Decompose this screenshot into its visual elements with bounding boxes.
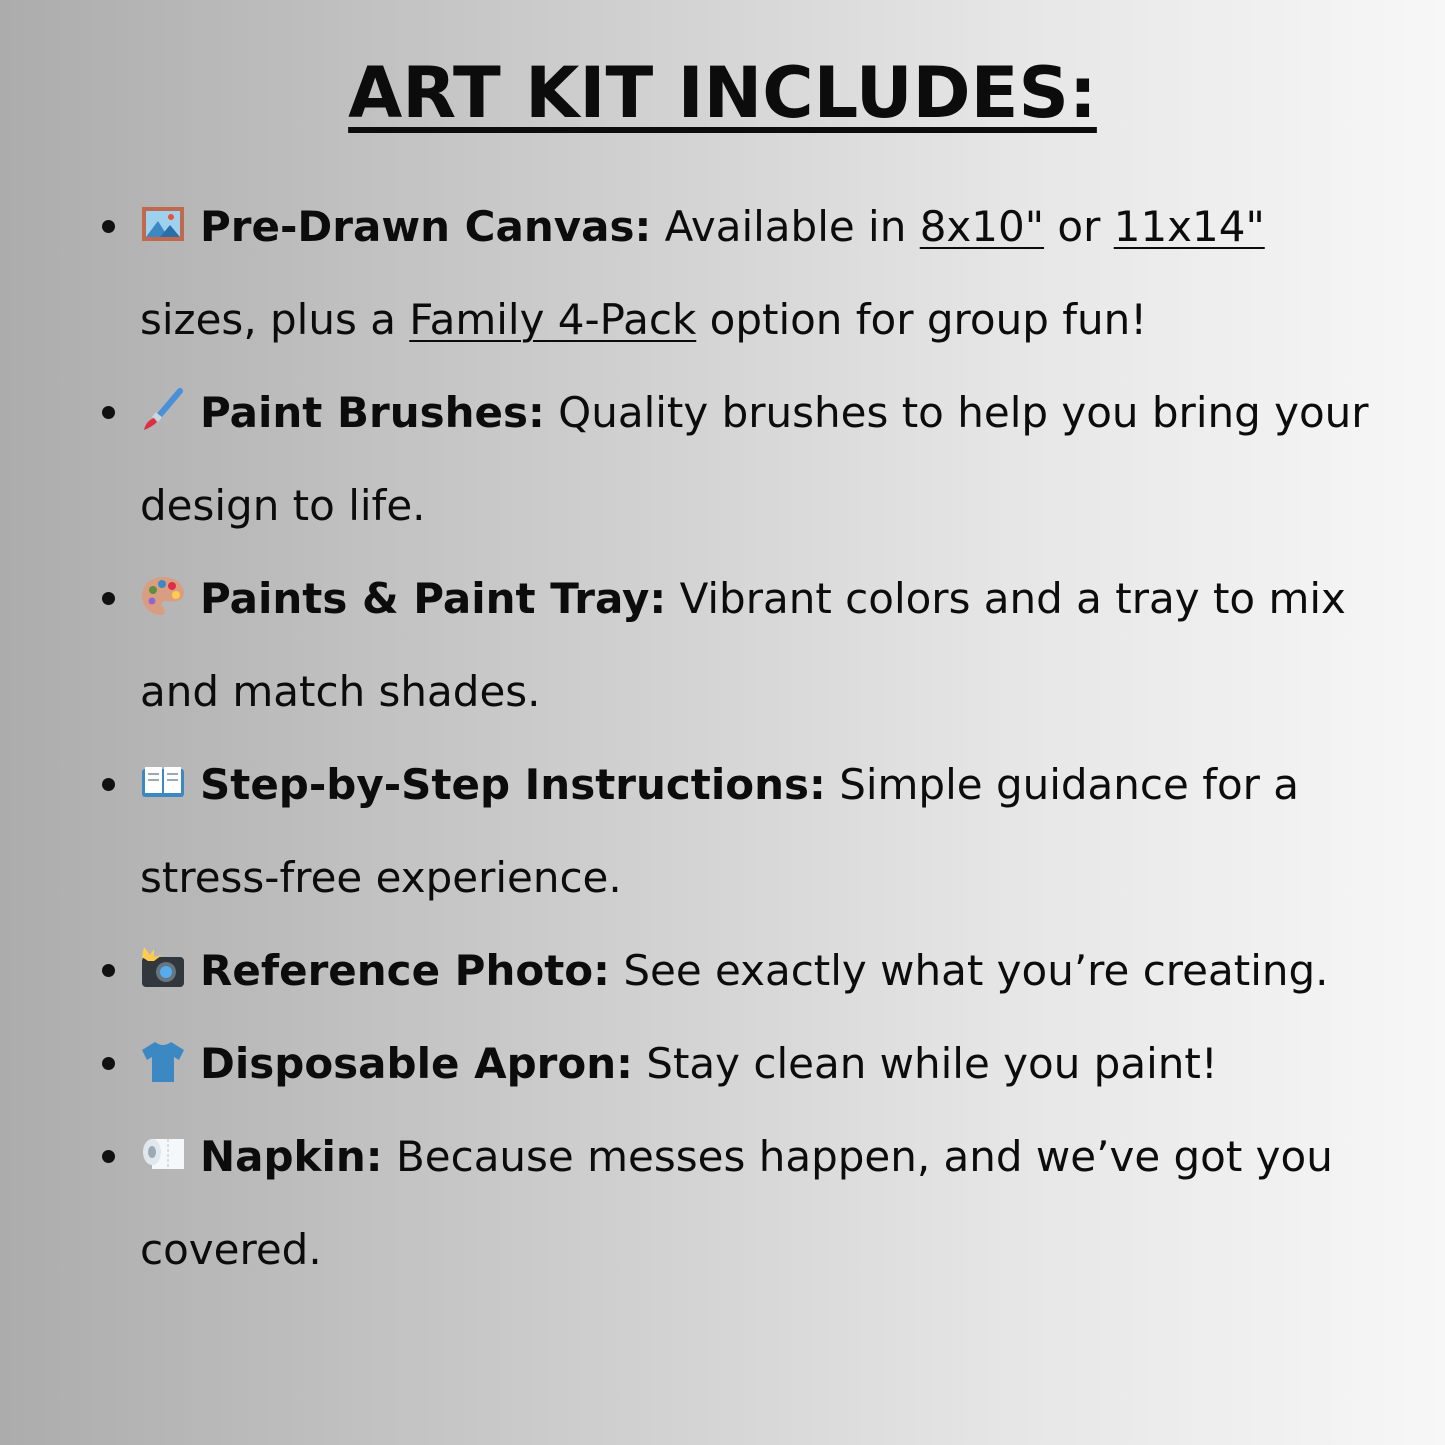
size-8x10-link[interactable]: 8x10" <box>919 202 1045 251</box>
t-shirt-icon <box>140 1038 186 1084</box>
item-label: Paint Brushes: <box>200 388 545 437</box>
item-text: Vibrant colors and a tray to mix and match shades. <box>140 574 1346 716</box>
item-label: Disposable Apron: <box>200 1039 633 1088</box>
list-item-brushes <box>140 366 1390 552</box>
item-text: See exactly what you’re creating. <box>623 946 1329 995</box>
paintbrush-icon <box>140 387 186 433</box>
list-item-napkin <box>140 1110 1390 1296</box>
item-text: sizes, plus a <box>140 295 410 344</box>
kit-list <box>0 180 1390 1296</box>
toilet-paper-icon <box>140 1131 186 1177</box>
item-text: Because messes happen, and we’ve got you covered. <box>140 1132 1333 1274</box>
list-item-canvas <box>140 180 1390 366</box>
item-text: Stay clean while you paint! <box>646 1039 1218 1088</box>
item-text: Quality brushes to help you bring your design to life. <box>140 388 1369 530</box>
item-label: Step-by-Step Instructions: <box>200 760 826 809</box>
page-title <box>0 52 1445 134</box>
framed-picture-icon <box>140 201 186 247</box>
list-item-paints <box>140 552 1390 738</box>
size-11x14-link[interactable]: 11x14" <box>1113 202 1265 251</box>
item-label: Napkin: <box>200 1132 383 1181</box>
item-text: Available in <box>664 202 920 251</box>
list-item-apron <box>140 1017 1390 1110</box>
item-text: option for group fun! <box>696 295 1148 344</box>
family-4-pack-link[interactable]: Family 4-Pack <box>409 295 697 344</box>
item-label: Pre-Drawn Canvas: <box>200 202 652 251</box>
item-text: Simple guidance for a stress-free experience. <box>140 760 1300 902</box>
artist-palette-icon <box>140 573 186 619</box>
list-item-reference-photo <box>140 924 1390 1017</box>
item-text: or <box>1044 202 1114 251</box>
list-item-instructions <box>140 738 1390 924</box>
camera-flash-icon <box>140 945 186 991</box>
title-text: ART KIT INCLUDES: <box>348 52 1097 134</box>
open-book-icon <box>140 759 186 805</box>
item-label: Reference Photo: <box>200 946 610 995</box>
item-label: Paints & Paint Tray: <box>200 574 667 623</box>
